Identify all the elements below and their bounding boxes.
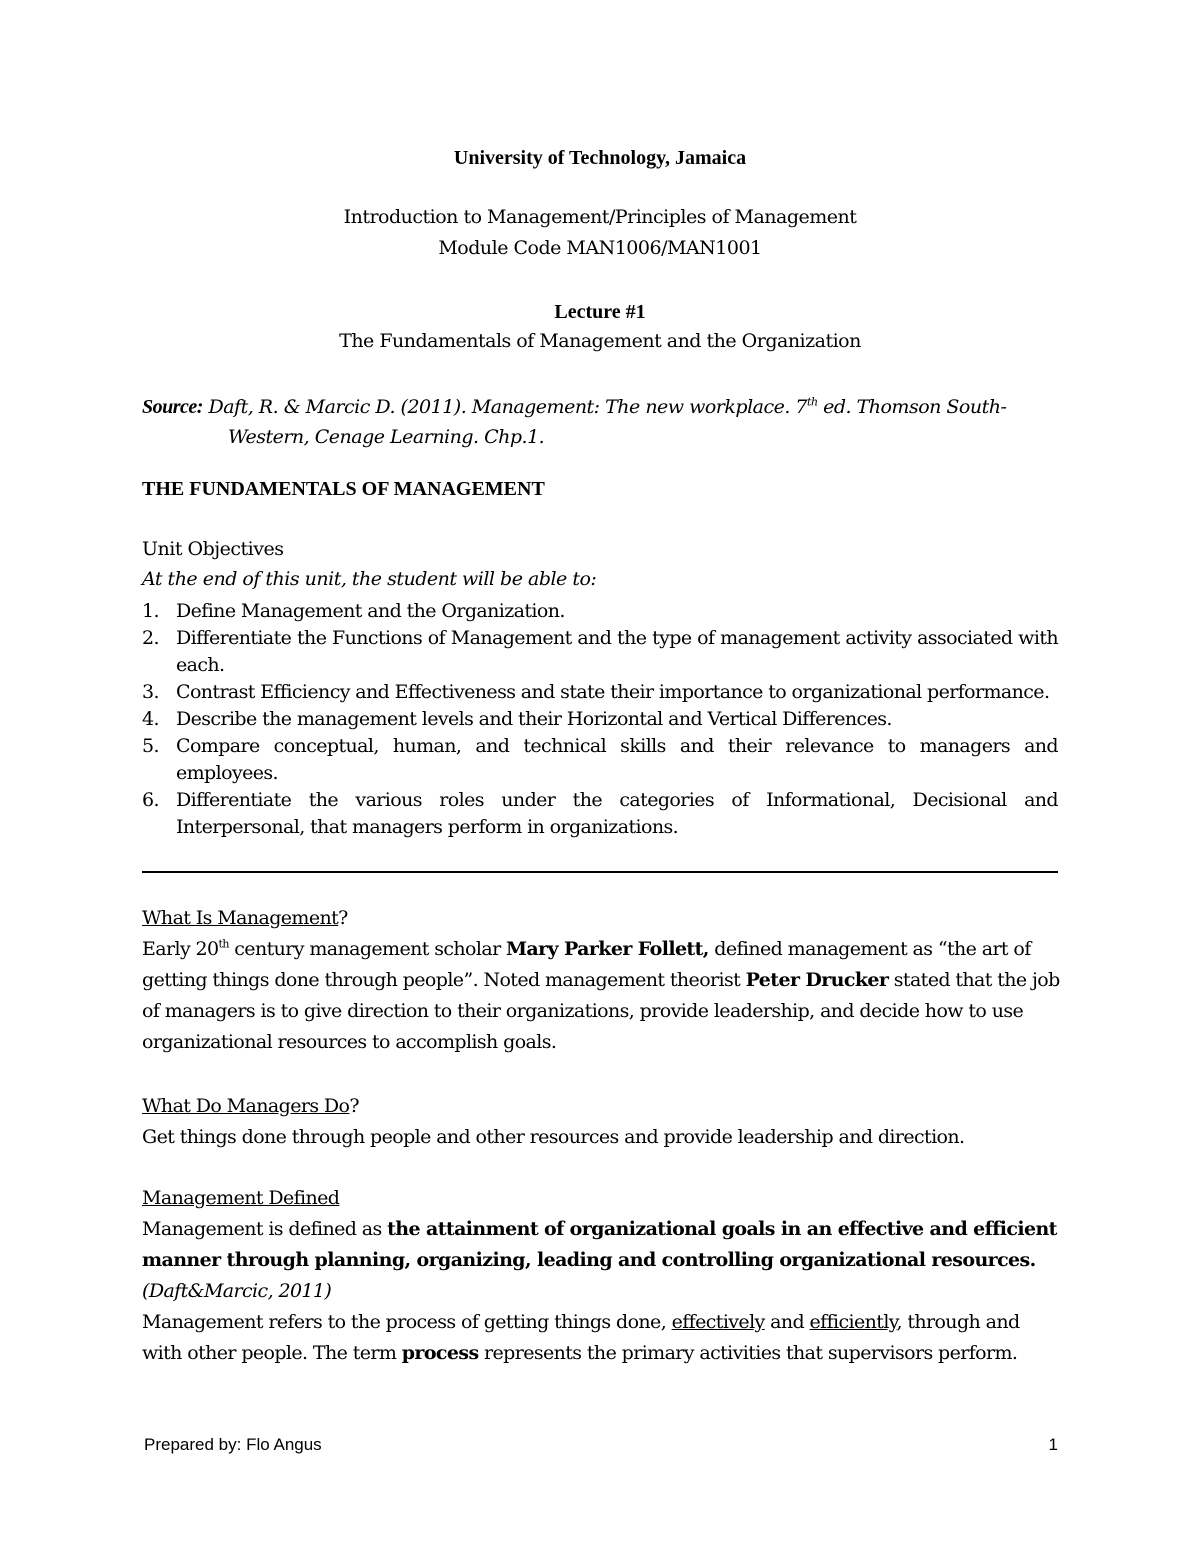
objective-number: 5. [142, 735, 159, 757]
source-citation [142, 392, 1072, 452]
footer-author: Flo Angus [246, 1435, 322, 1454]
what-do-managers-do-heading: What Do Managers Do? [142, 1095, 359, 1117]
objective-text: Define Management and the Organization. [176, 600, 565, 622]
name-drucker: Peter Drucker [745, 969, 889, 991]
source-line-2: Western, Cenage Learning. Chp.1. [228, 426, 545, 448]
management-defined-paragraph: Management is defined as the attainment of organizational goals in an effective and efficient manner through planning, organizing, leading and controlling organizational resources. [142, 1218, 1057, 1271]
objective-text: Contrast Efficiency and Effectiveness and state their importance to organizational performance. [176, 681, 1050, 703]
management-defined-heading: Management Defined [142, 1187, 340, 1209]
objective-item [142, 625, 1058, 679]
source-text-2: ed. Thomson South- [817, 396, 1007, 418]
objective-item [142, 733, 1058, 787]
objective-item [142, 679, 1058, 706]
university-name: University of Technology, Jamaica [453, 147, 747, 169]
objective-item [142, 706, 1058, 733]
objective-number: 1. [142, 600, 159, 622]
process-paragraph: Management refers to the process of getting things done, effectively and efficiently, through and with other people. The term process represents the primary activities that supervisors perform. [142, 1311, 1020, 1364]
definition-bold: the attainment of organizational goals in an effective and efficient manner through planning, organizing, leading and controlling organizational resources. [142, 1218, 1057, 1271]
what-is-management-heading: What Is Management? [142, 907, 348, 929]
management-defined-section [142, 1183, 1062, 1369]
source-text: Daft, R. & Marcic D. (2011). Management: The new workplace. 7 [208, 396, 808, 418]
section-divider [142, 871, 1058, 873]
what-is-management-section [142, 903, 1062, 1058]
objective-number: 6. [142, 789, 159, 811]
what-is-management-paragraph: Early 20th century management scholar Mary Parker Follett, defined management as “the art of getting things done through people”. Noted management theorist Peter Drucker stated that the job of managers is to give direction to their organizations, provide leadership, and decide how to use organizational resources to accomplish goals. [142, 937, 1060, 1053]
what-do-managers-do-section [142, 1091, 1062, 1153]
objective-number: 2. [142, 627, 159, 649]
section-heading: THE FUNDAMENTALS OF MANAGEMENT [142, 478, 545, 500]
objective-item [142, 598, 1058, 625]
objectives-list [142, 598, 1058, 841]
course-title: Introduction to Management/Principles of Management [343, 206, 857, 228]
module-code: Module Code MAN1006/MAN1001 [438, 237, 762, 259]
page-number: 1 [1048, 1435, 1058, 1454]
name-follett: Mary Parker Follett, [506, 938, 709, 960]
what-do-managers-do-text: Get things done through people and other resources and provide leadership and direction. [142, 1126, 965, 1148]
source-label: Source: [142, 396, 203, 418]
objective-text: Differentiate the Functions of Management and the type of management activity associated with each. [176, 627, 1058, 676]
objective-text: Compare conceptual, human, and technical skills and their relevance to managers and employees. [176, 735, 1058, 784]
objective-text: Differentiate the various roles under the categories of Informational, Decisional and Interpersonal, that managers perform in organizations. [176, 789, 1058, 838]
objective-item [142, 787, 1058, 841]
footer-prepared-by [144, 1435, 322, 1455]
objective-number: 3. [142, 681, 159, 703]
lecture-number: Lecture #1 [554, 301, 646, 323]
source-sup: th [807, 395, 818, 409]
definition-citation: (Daft&Marcic, 2011) [142, 1280, 332, 1302]
objectives-intro: At the end of this unit, the student will be able to: [142, 568, 597, 590]
objective-number: 4. [142, 708, 159, 730]
objective-text: Describe the management levels and their Horizontal and Vertical Differences. [176, 708, 892, 730]
footer-prepared-label: Prepared by: [144, 1435, 242, 1454]
lecture-title: The Fundamentals of Management and the Organization [339, 330, 861, 352]
objectives-heading: Unit Objectives [142, 538, 284, 560]
